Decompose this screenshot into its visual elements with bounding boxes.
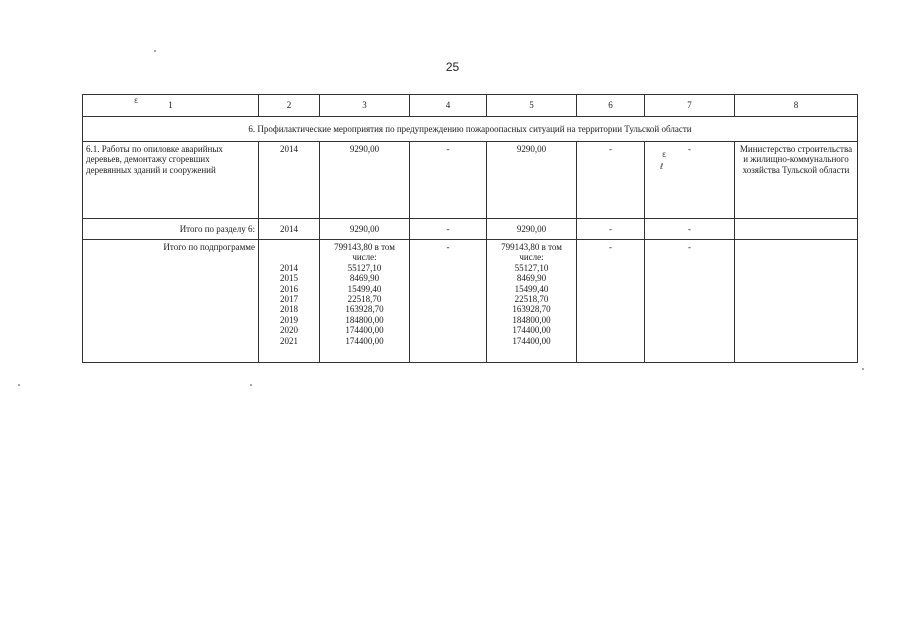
col5-value: 184800,00	[512, 314, 551, 325]
total-subprogram-years	[259, 240, 320, 363]
year-2016: 2016	[280, 283, 298, 294]
scan-mark: ε	[134, 96, 139, 105]
section-title: 6. Профилактические мероприятия по предупреждению пожароопасных ситуаций на территории Тульской области	[83, 117, 858, 142]
col5-total: 799143,80 в том числе:	[501, 242, 562, 263]
year-2018: 2018	[280, 304, 298, 315]
header-cell-1: 1	[83, 95, 259, 117]
total-section-col5: 9290,00	[487, 219, 577, 240]
col3-total: 799143,80 в том числе:	[334, 242, 395, 263]
page-number: 25	[445, 60, 460, 74]
section-row	[83, 117, 858, 142]
col3-value: 174400,00	[345, 335, 384, 346]
scan-speck	[250, 384, 252, 386]
row-name: 6.1. Работы по опиловке аварийных деревьев, демонтажу сгоревших деревянных зданий и сооружений	[83, 142, 259, 219]
col3-value: 15499,40	[347, 283, 382, 294]
table-row	[83, 240, 858, 363]
total-subprogram-col4: -	[410, 240, 487, 363]
row-responsible: Министерство строительства и жилищно-коммунального хозяйства Тульской области	[735, 142, 858, 219]
col5-value: 55127,10	[514, 262, 549, 273]
scan-speck	[154, 50, 156, 52]
col3-value: 163928,70	[345, 304, 384, 315]
header-cell-6: 6	[577, 95, 645, 117]
total-subprogram-col5	[487, 240, 577, 363]
col5-value: 163928,70	[512, 304, 551, 315]
header-row	[83, 95, 858, 117]
scan-speck	[18, 384, 20, 386]
row-col6: -	[577, 142, 645, 219]
total-subprogram-col8	[735, 240, 858, 363]
total-section-col3: 9290,00	[320, 219, 410, 240]
header-cell-3: 3	[320, 95, 410, 117]
year-2015: 2015	[280, 273, 298, 284]
total-section-col7: -	[645, 219, 735, 240]
col5-value: 22518,70	[514, 294, 549, 305]
total-section-col8	[735, 219, 858, 240]
col3-value: 22518,70	[347, 294, 382, 305]
header-cell-2: 2	[259, 95, 320, 117]
table-row	[83, 142, 858, 219]
table-row	[83, 219, 858, 240]
header-cell-8: 8	[735, 95, 858, 117]
year-2020: 2020	[280, 325, 298, 336]
col3-value: 55127,10	[347, 262, 382, 273]
header-cell-5: 5	[487, 95, 577, 117]
total-section-col6: -	[577, 219, 645, 240]
year-2014: 2014	[280, 262, 298, 273]
row-col3: 9290,00	[320, 142, 410, 219]
year-2021: 2021	[280, 335, 298, 346]
col3-value: 174400,00	[345, 325, 384, 336]
total-subprogram-col6: -	[577, 240, 645, 363]
row-col7: -	[645, 142, 735, 219]
total-section-year: 2014	[259, 219, 320, 240]
header-cell-4: 4	[410, 95, 487, 117]
total-subprogram-col3	[320, 240, 410, 363]
total-subprogram-col7: -	[645, 240, 735, 363]
year-2019: 2019	[280, 314, 298, 325]
year-2017: 2017	[280, 294, 298, 305]
col5-value: 15499,40	[514, 283, 549, 294]
col5-value: 174400,00	[512, 325, 551, 336]
total-section-col4: -	[410, 219, 487, 240]
row-col5: 9290,00	[487, 142, 577, 219]
budget-table	[82, 94, 858, 363]
scan-speck	[862, 368, 864, 370]
col3-value: 184800,00	[345, 314, 384, 325]
scan-mark: ε	[662, 150, 667, 159]
col3-value: 8469,90	[349, 273, 380, 284]
row-col4: -	[410, 142, 487, 219]
row-year: 2014	[259, 142, 320, 219]
total-subprogram-label: Итого по подпрограмме	[83, 240, 259, 363]
scan-mark: ℓ	[660, 162, 664, 171]
header-cell-7: 7	[645, 95, 735, 117]
col5-value: 8469,90	[516, 273, 547, 284]
total-section-label: Итого по разделу 6:	[83, 219, 259, 240]
col5-value: 174400,00	[512, 335, 551, 346]
